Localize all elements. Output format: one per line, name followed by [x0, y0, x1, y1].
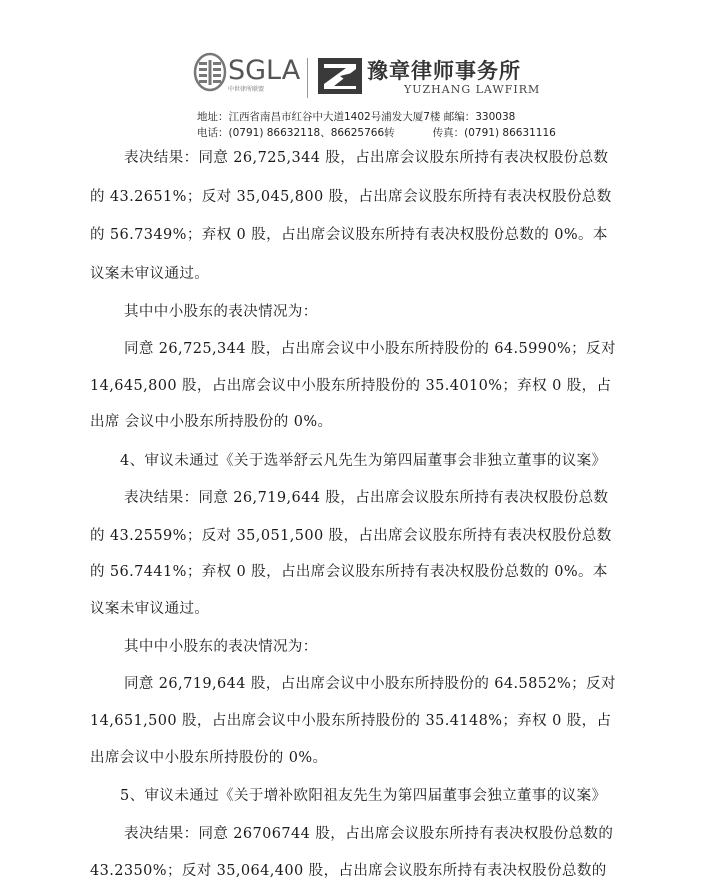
- body-line: 43.2350%；反对 35,064,400 股，占出席会议股东所持有表决权股份总数的: [90, 863, 607, 879]
- firm-contact: [197, 125, 556, 140]
- body-line: 表决结果：同意 26706744 股，占出席会议股东所持有表决权股份总数的: [124, 826, 614, 842]
- body-line: 同意 26,725,344 股，占出席会议中小股东所持股份的 64.5990%；反对: [124, 341, 616, 357]
- firm-fax: 传真：(0791) 86631116: [432, 127, 556, 139]
- letterhead-divider: [307, 58, 308, 98]
- body-line: 出席 会议中小股东所持股份的 0%。: [90, 414, 333, 430]
- sgla-logo-icon: [192, 52, 228, 92]
- sgla-subtitle: 中世律所联盟: [228, 86, 265, 93]
- sgla-name: SGLA: [228, 55, 301, 86]
- body-line: 4、审议未通过《关于选举舒云凡先生为第四届董事会非独立董事的议案》: [120, 453, 607, 469]
- body-line: 同意 26,719,644 股，占出席会议中小股东所持股份的 64.5852%；反对: [124, 676, 616, 692]
- body-line: 议案未审议通过。: [90, 601, 210, 617]
- body-line: 的 56.7441%；弃权 0 股，占出席会议股东所持有表决权股份总数的 0%。本: [90, 564, 608, 580]
- firm-phone: 电话：(0791) 86632118、86625766转: [197, 127, 395, 139]
- firm-name: 豫章律师事务所: [367, 59, 521, 83]
- letterhead: [0, 0, 713, 140]
- body-line: 14,645,800 股，占出席会议中小股东所持股份的 35.4010%；弃权 0 股，占: [90, 378, 612, 394]
- firm-address: 地址：江西省南昌市红谷中大道1402号浦发大厦7楼 邮编：330038: [197, 111, 516, 123]
- body-line: 其中中小股东的表决情况为：: [124, 639, 318, 655]
- yuzhang-logo-icon: [318, 58, 362, 94]
- body-line: 的 43.2559%；反对 35,051,500 股，占出席会议股东所持有表决权股份总数: [90, 528, 612, 544]
- body-line: 14,651,500 股，占出席会议中小股东所持股份的 35.4148%；弃权 0 股，占: [90, 713, 612, 729]
- body-line: 的 56.7349%；弃权 0 股，占出席会议股东所持有表决权股份总数的 0%。本: [90, 227, 608, 243]
- body-line: 表决结果：同意 26,725,344 股，占出席会议股东所持有表决权股份总数: [124, 150, 609, 166]
- body-line: 其中中小股东的表决情况为：: [124, 304, 318, 320]
- body-line: 的 43.2651%；反对 35,045,800 股，占出席会议股东所持有表决权股份总数: [90, 189, 612, 205]
- body-line: 5、审议未通过《关于增补欧阳祖友先生为第四届董事会独立董事的议案》: [120, 788, 607, 804]
- body-line: 表决结果：同意 26,719,644 股，占出席会议股东所持有表决权股份总数: [124, 490, 609, 506]
- body-line: 出席会议中小股东所持股份的 0%。: [90, 750, 328, 766]
- body-line: 议案未审议通过。: [90, 266, 210, 282]
- firm-name-en: YUZHANG LAWFIRM: [404, 83, 541, 96]
